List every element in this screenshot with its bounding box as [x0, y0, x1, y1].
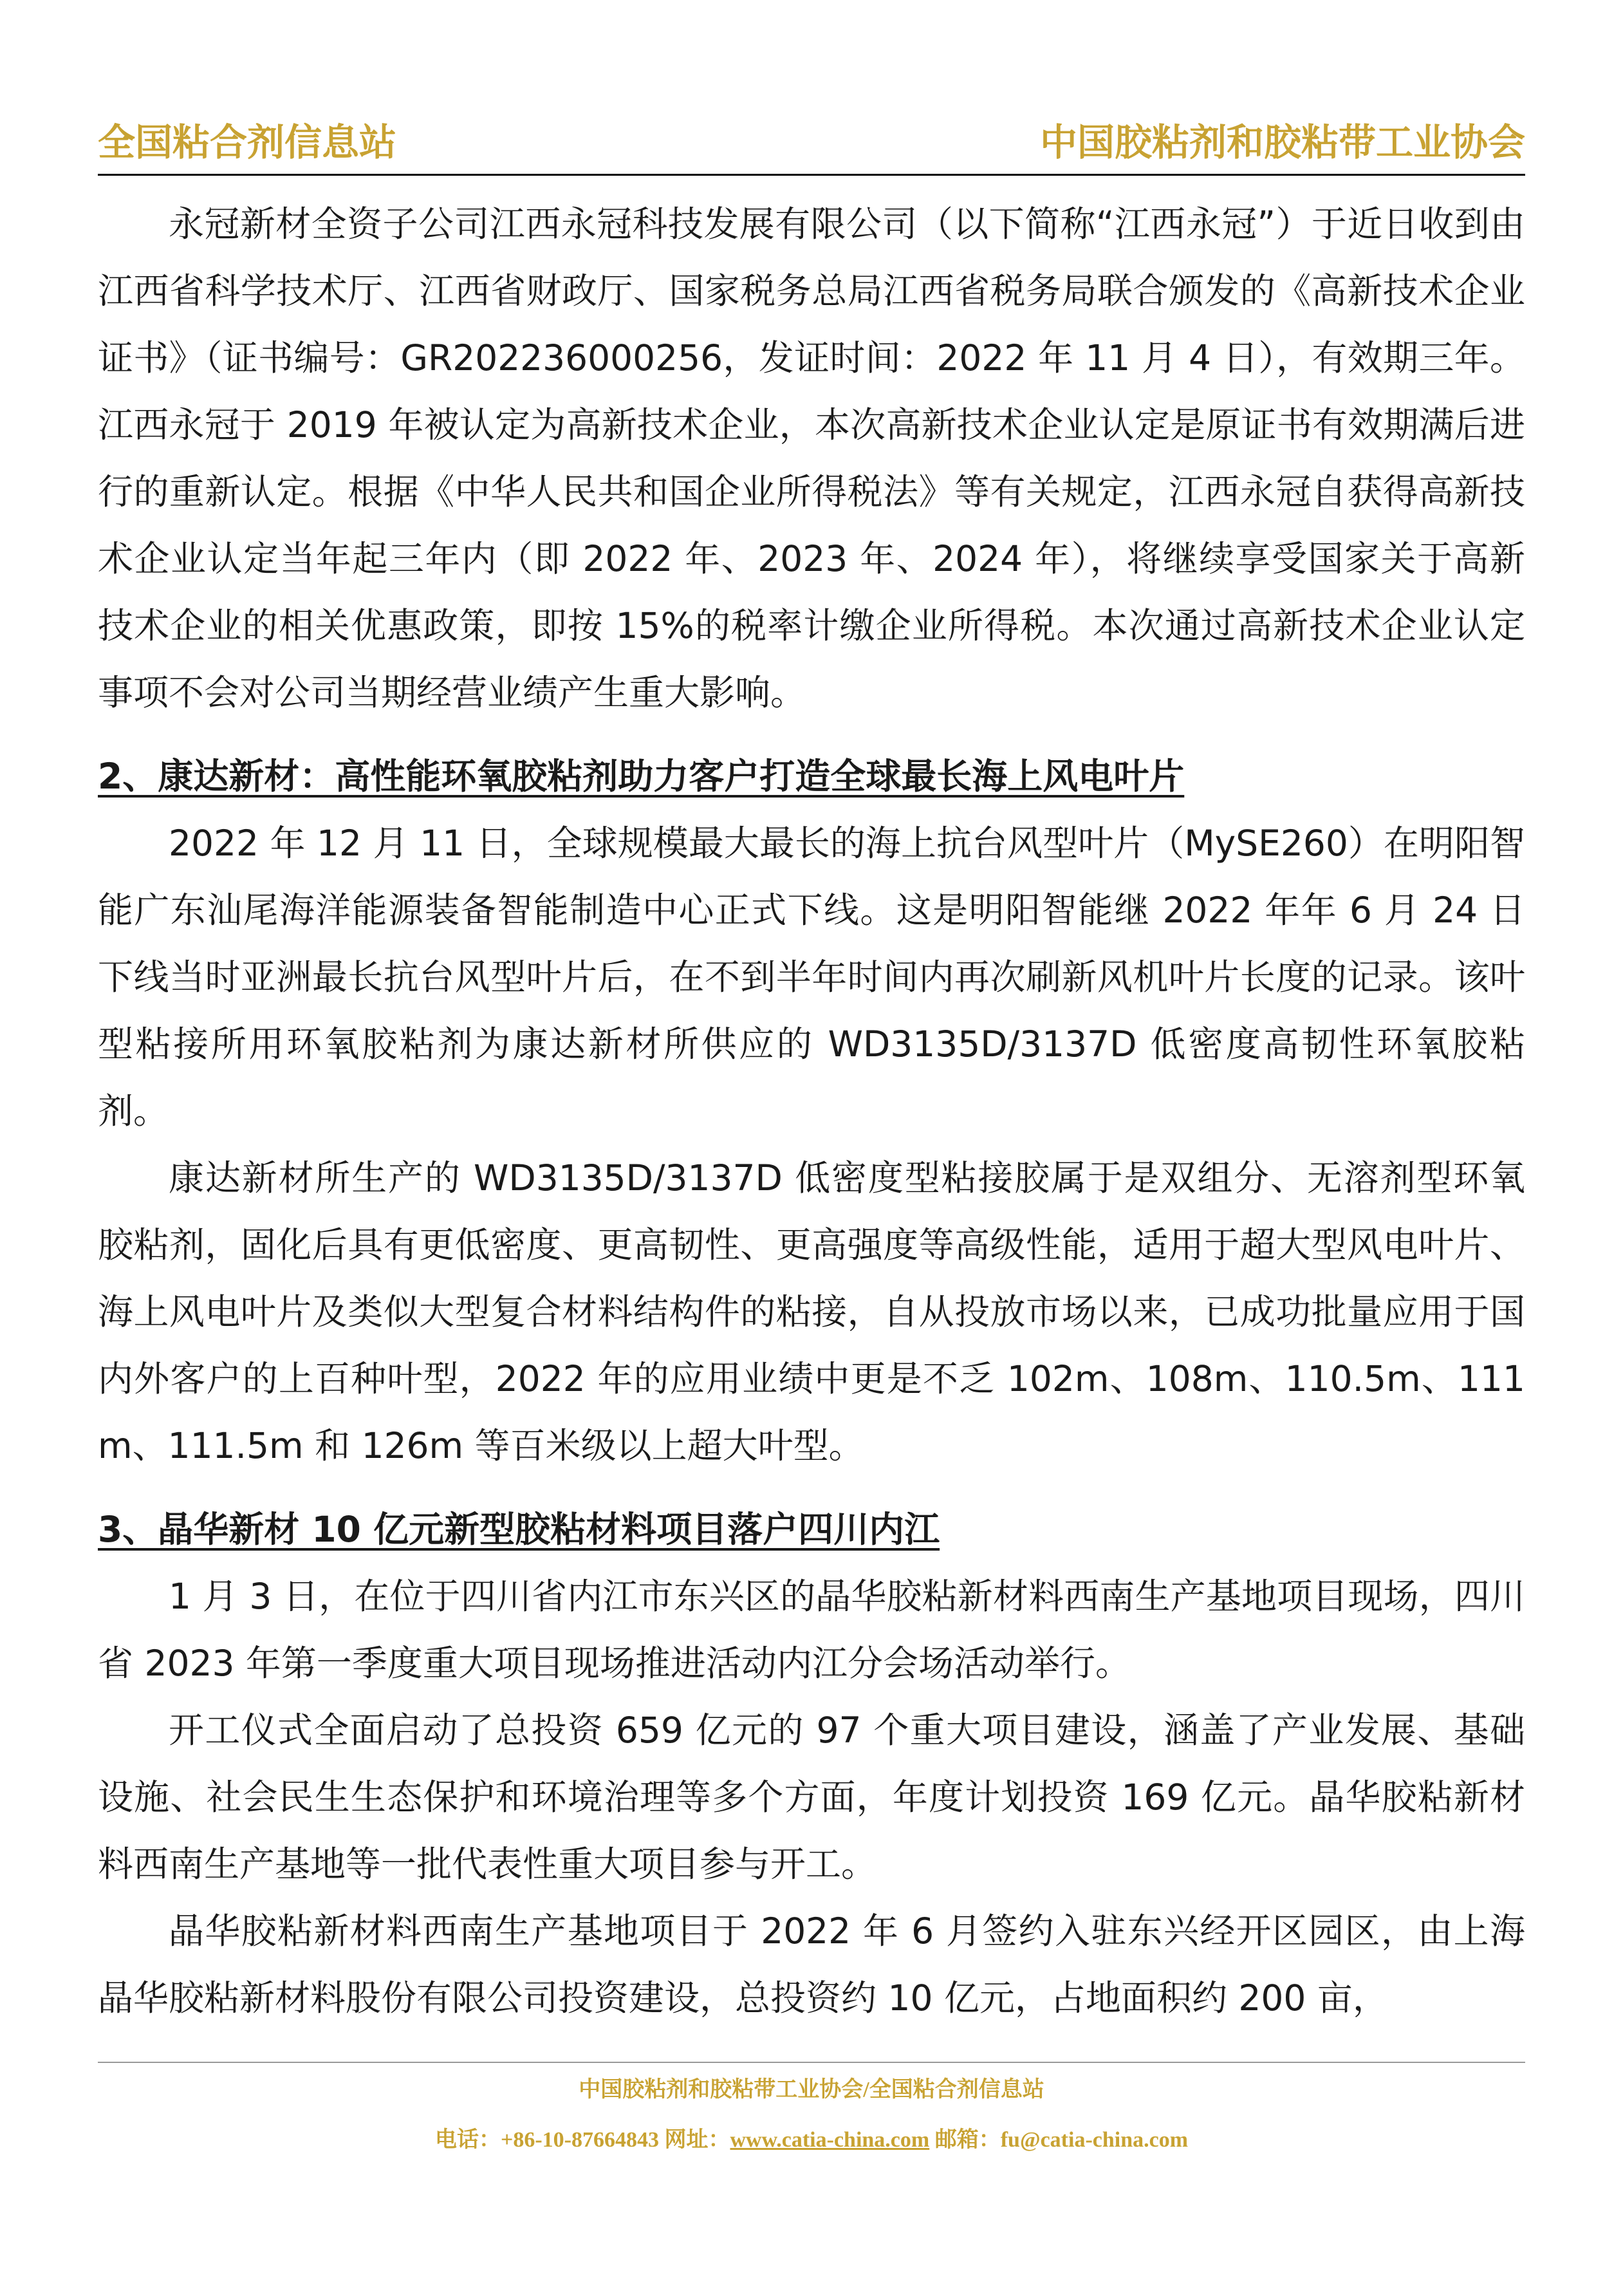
paragraph: 康达新材所生产的 WD3135D/3137D 低密度型粘接胶属于是双组分、无溶剂型环氧胶粘剂，固化后具有更低密度、更高韧性、更高强度等高级性能，适用于超大型风电叶片、海上风电叶片及类似大型复合材料结构件的粘接，自从投放市场以来，已成功批量应用于国内外客户的上百种叶型，2022 年的应用业绩中更是不乏 102m、108m、110.5m、111m、111.5m 和 126m 等百米级以上超大叶型。: [98, 1157, 1525, 1466]
footer-email-label: 邮箱：: [934, 2128, 1001, 2152]
paragraph: 晶华胶粘新材料西南生产基地项目于 2022 年 6 月签约入驻东兴经开区园区，由上海晶华胶粘新材料股份有限公司投资建设，总投资约 10 亿元，占地面积约 200 亩，: [98, 1910, 1525, 2019]
footer-website-link[interactable]: www.catia-china.com: [730, 2128, 930, 2152]
footer-website-label: 网址：: [664, 2128, 730, 2152]
page-footer: [98, 2062, 1525, 2160]
paragraph: 1 月 3 日，在位于四川省内江市东兴区的晶华胶粘新材料西南生产基地项目现场，四川省 2023 年第一季度重大项目现场推进活动内江分会场活动举行。: [98, 1576, 1525, 1684]
header-right-title: 中国胶粘剂和胶粘带工业协会: [1039, 120, 1525, 164]
paragraph: 开工仪式全面启动了总投资 659 亿元的 97 个重大项目建设，涵盖了产业发展、基础设施、社会民生生态保护和环境治理等多个方面，年度计划投资 169 亿元。晶华胶粘新材料西南生产基地等一批代表性重大项目参与开工。: [98, 1710, 1525, 1885]
section-heading: 3、晶华新材 10 亿元新型胶粘材料项目落户四川内江: [98, 1509, 940, 1550]
footer-contact-line: [98, 2121, 1525, 2160]
footer-phone: 电话：+86-10-87664843: [434, 2128, 659, 2152]
page-header: [98, 116, 1525, 176]
section-heading: 2、康达新材：高性能环氧胶粘剂助力客户打造全球最长海上风电叶片: [98, 756, 1185, 797]
footer-org-line: 中国胶粘剂和胶粘带工业协会/全国粘合剂信息站: [579, 2078, 1044, 2102]
header-left-title: 全国粘合剂信息站: [98, 120, 397, 164]
paragraph: 2022 年 12 月 11 日，全球规模最大最长的海上抗台风型叶片（MySE260）在明阳智能广东汕尾海洋能源装备智能制造中心正式下线。这是明阳智能继 2022 年年 6 月 24 日下线当时亚洲最长抗台风型叶片后，在不到半年时间内再次刷新风机叶片长度的记录。该叶型粘接所用环氧胶粘剂为康达新材所供应的 WD3135D/3137D 低密度高韧性环氧胶粘剂。: [98, 823, 1525, 1132]
paragraph: 永冠新材全资子公司江西永冠科技发展有限公司（以下简称“江西永冠”）于近日收到由江西省科学技术厅、江西省财政厅、国家税务总局江西省税务局联合颁发的《高新技术企业证书》（证书编号：GR202236000256，发证时间：2022 年 11 月 4 日），有效期三年。江西永冠于 2019 年被认定为高新技术企业，本次高新技术企业认定是原证书有效期满后进行的重新认定。根据《中华人民共和国企业所得税法》等有关规定，江西永冠自获得高新技术企业认定当年起三年内（即 2022 年、2023 年、2024 年），将继续享受国家关于高新技术企业的相关优惠政策，即按 15%的税率计缴企业所得税。本次通过高新技术企业认定事项不会对公司当期经营业绩产生重大影响。: [98, 203, 1525, 713]
footer-email[interactable]: fu@catia-china.com: [1000, 2128, 1189, 2152]
article-body: [98, 191, 1525, 2031]
